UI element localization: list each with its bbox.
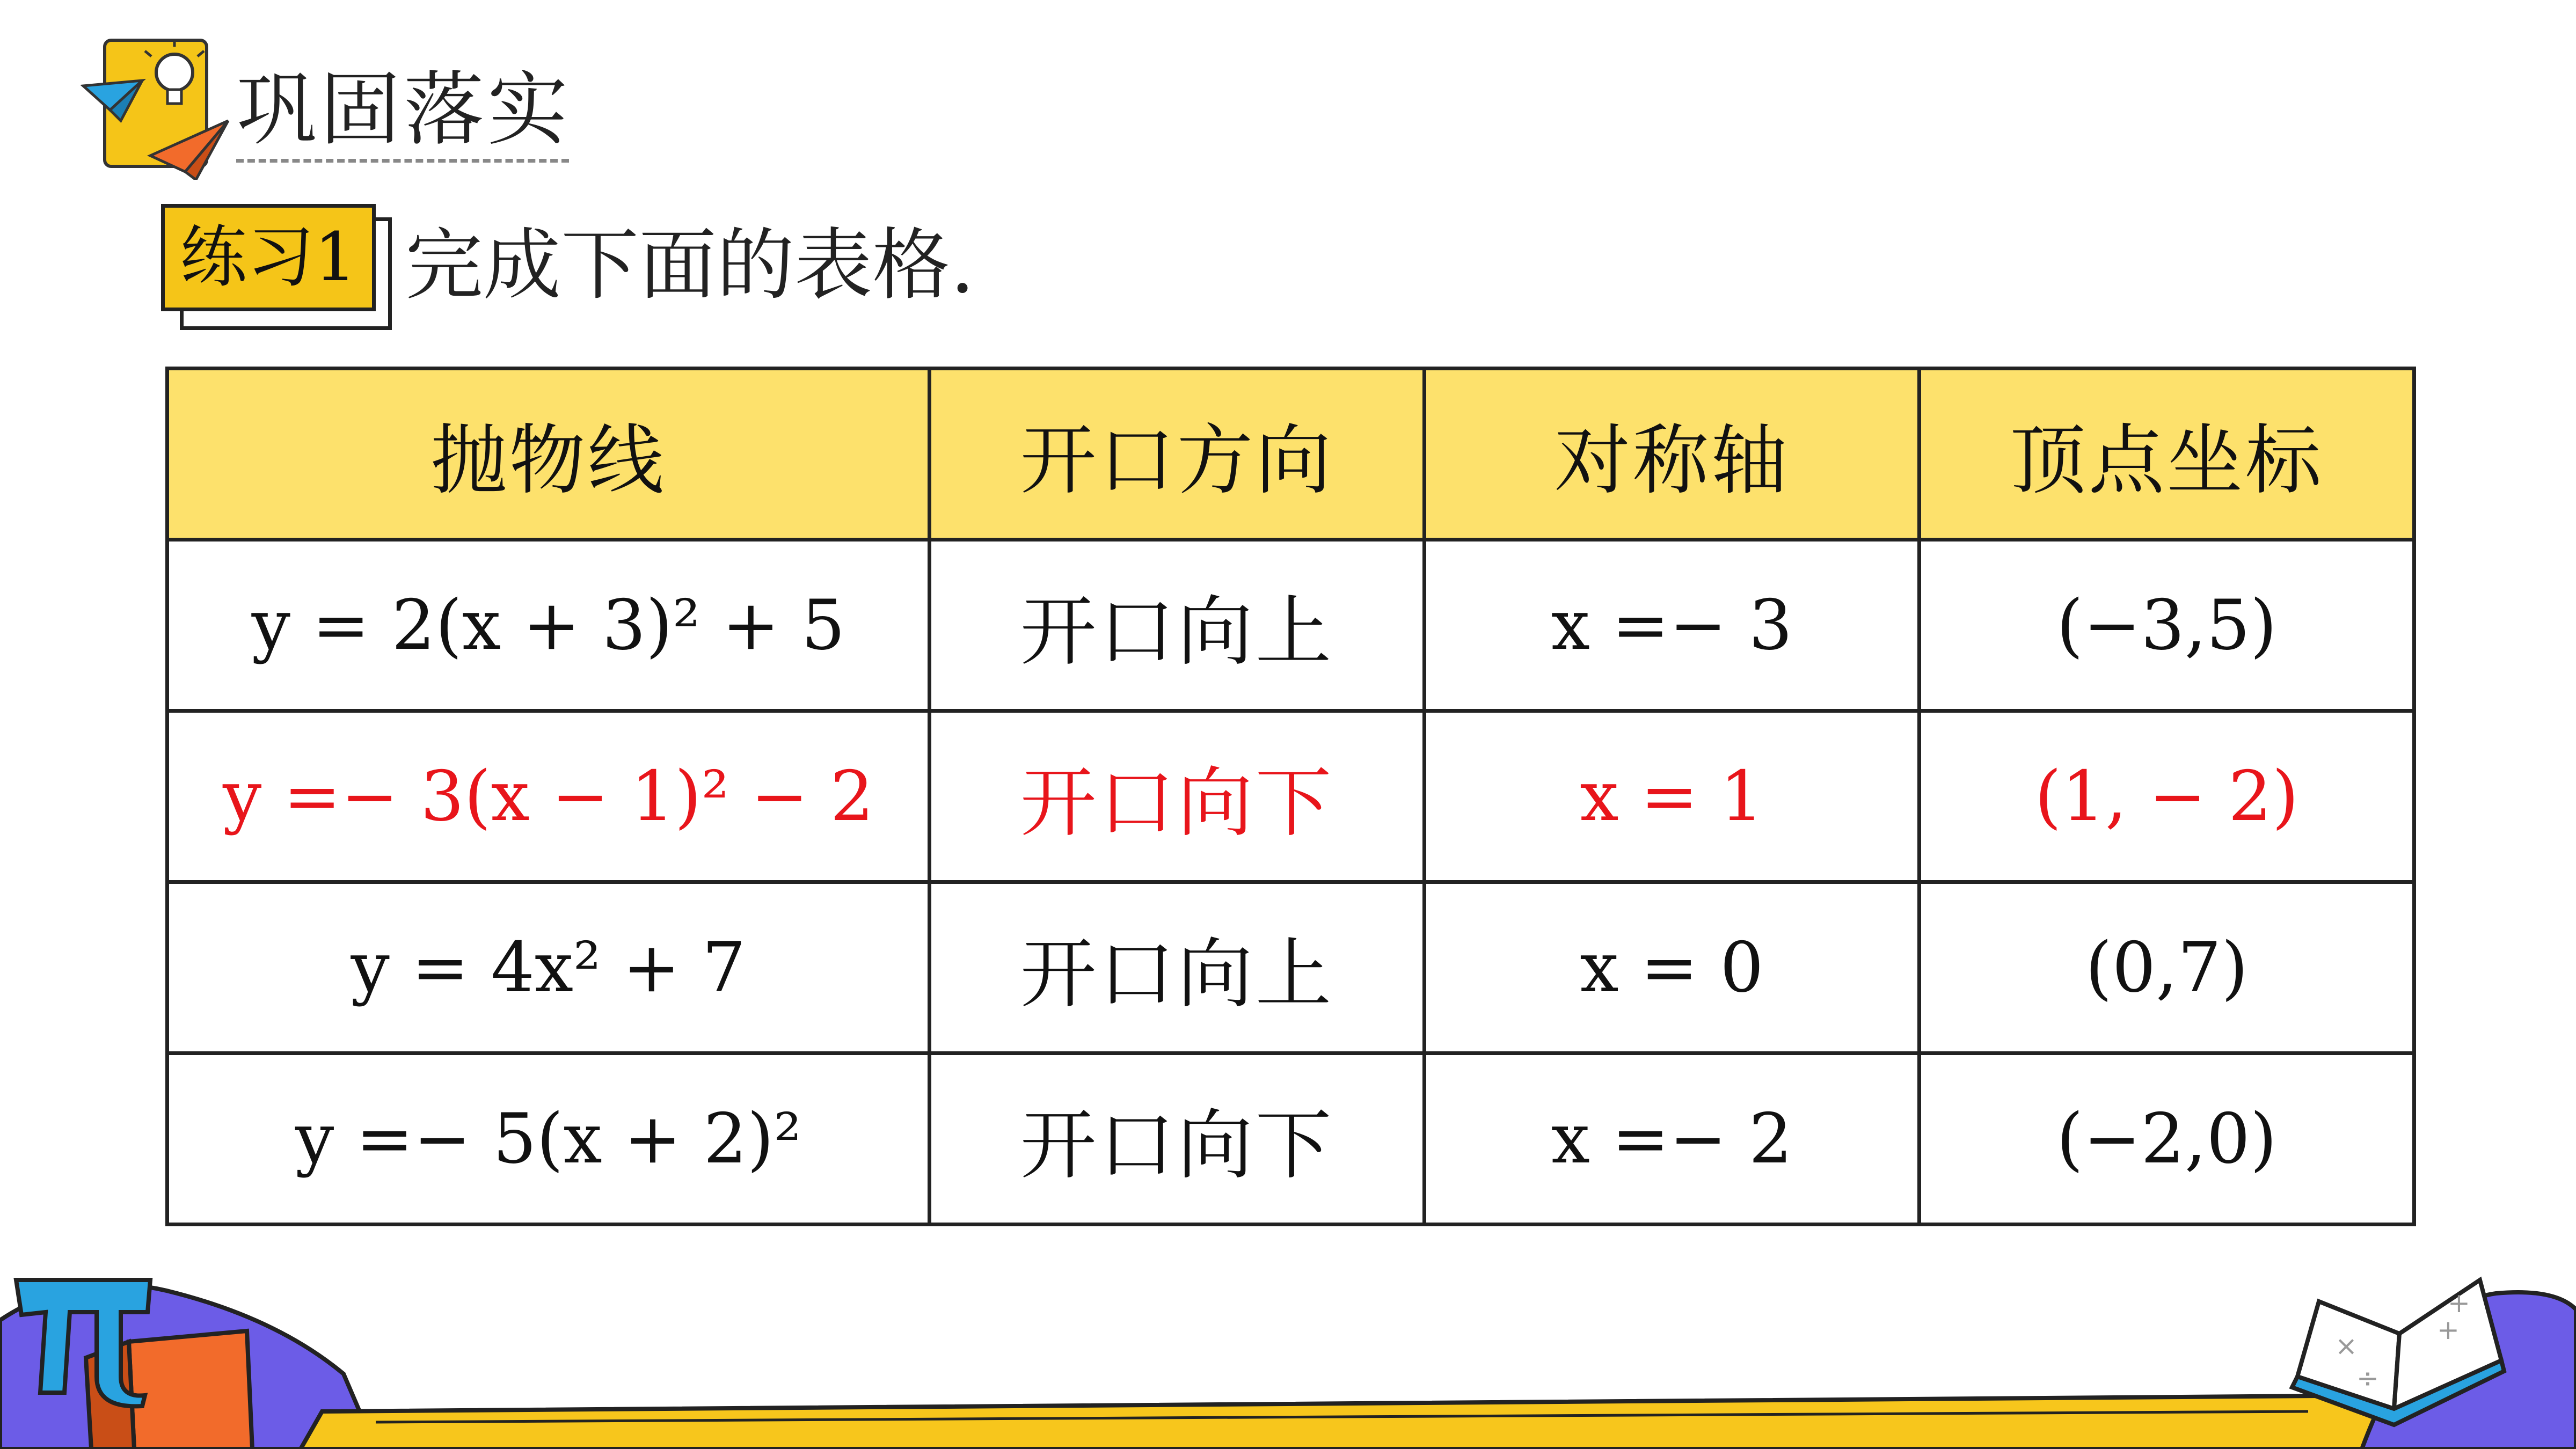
title-underline bbox=[236, 159, 569, 163]
open-math-book-icon bbox=[2287, 1269, 2512, 1430]
cell-axis: x = 0 bbox=[1425, 882, 1920, 1053]
header-axis: 对称轴 bbox=[1425, 369, 1920, 540]
cell-parabola: y = 2(x + 3)² + 5 bbox=[167, 540, 930, 711]
cell-axis: x = 1 bbox=[1425, 711, 1920, 882]
table-row-highlighted bbox=[167, 711, 2414, 882]
footer-decoration bbox=[0, 1234, 2576, 1449]
svg-text:÷: ÷ bbox=[2356, 1363, 2379, 1394]
cell-axis: x =− 3 bbox=[1425, 540, 1920, 711]
cell-parabola: y =− 5(x + 2)² bbox=[167, 1053, 930, 1225]
cell-direction: 开口向下 bbox=[930, 711, 1425, 882]
svg-text:+: + bbox=[2448, 1287, 2470, 1319]
cell-vertex: (1, − 2) bbox=[1920, 711, 2414, 882]
table-row bbox=[167, 1053, 2414, 1225]
cell-parabola: y = 4x² + 7 bbox=[167, 882, 930, 1053]
cell-vertex: (−3,5) bbox=[1920, 540, 2414, 711]
parabola-table bbox=[165, 367, 2416, 1226]
cell-axis: x =− 2 bbox=[1425, 1053, 1920, 1225]
table-row bbox=[167, 540, 2414, 711]
page-title: 巩固落实 bbox=[236, 63, 572, 157]
cell-vertex: (0,7) bbox=[1920, 882, 2414, 1053]
cell-vertex: (−2,0) bbox=[1920, 1053, 2414, 1225]
cell-parabola: y =− 3(x − 1)² − 2 bbox=[167, 711, 930, 882]
exercise-instruction: 完成下面的表格. bbox=[405, 220, 975, 311]
cell-direction: 开口向下 bbox=[930, 1053, 1425, 1225]
pi-symbol-icon bbox=[11, 1269, 156, 1409]
svg-text:+: + bbox=[2437, 1314, 2460, 1345]
lightbulb-paper-plane-icon bbox=[81, 35, 242, 180]
cell-direction: 开口向上 bbox=[930, 540, 1425, 711]
table-header-row bbox=[167, 369, 2414, 540]
table-row bbox=[167, 882, 2414, 1053]
header-direction: 开口方向 bbox=[930, 369, 1425, 540]
header-vertex: 顶点坐标 bbox=[1920, 369, 2414, 540]
header-parabola: 抛物线 bbox=[167, 369, 930, 540]
svg-text:×: × bbox=[2335, 1330, 2358, 1362]
exercise-badge: 练习1 bbox=[161, 204, 376, 311]
cell-direction: 开口向上 bbox=[930, 882, 1425, 1053]
